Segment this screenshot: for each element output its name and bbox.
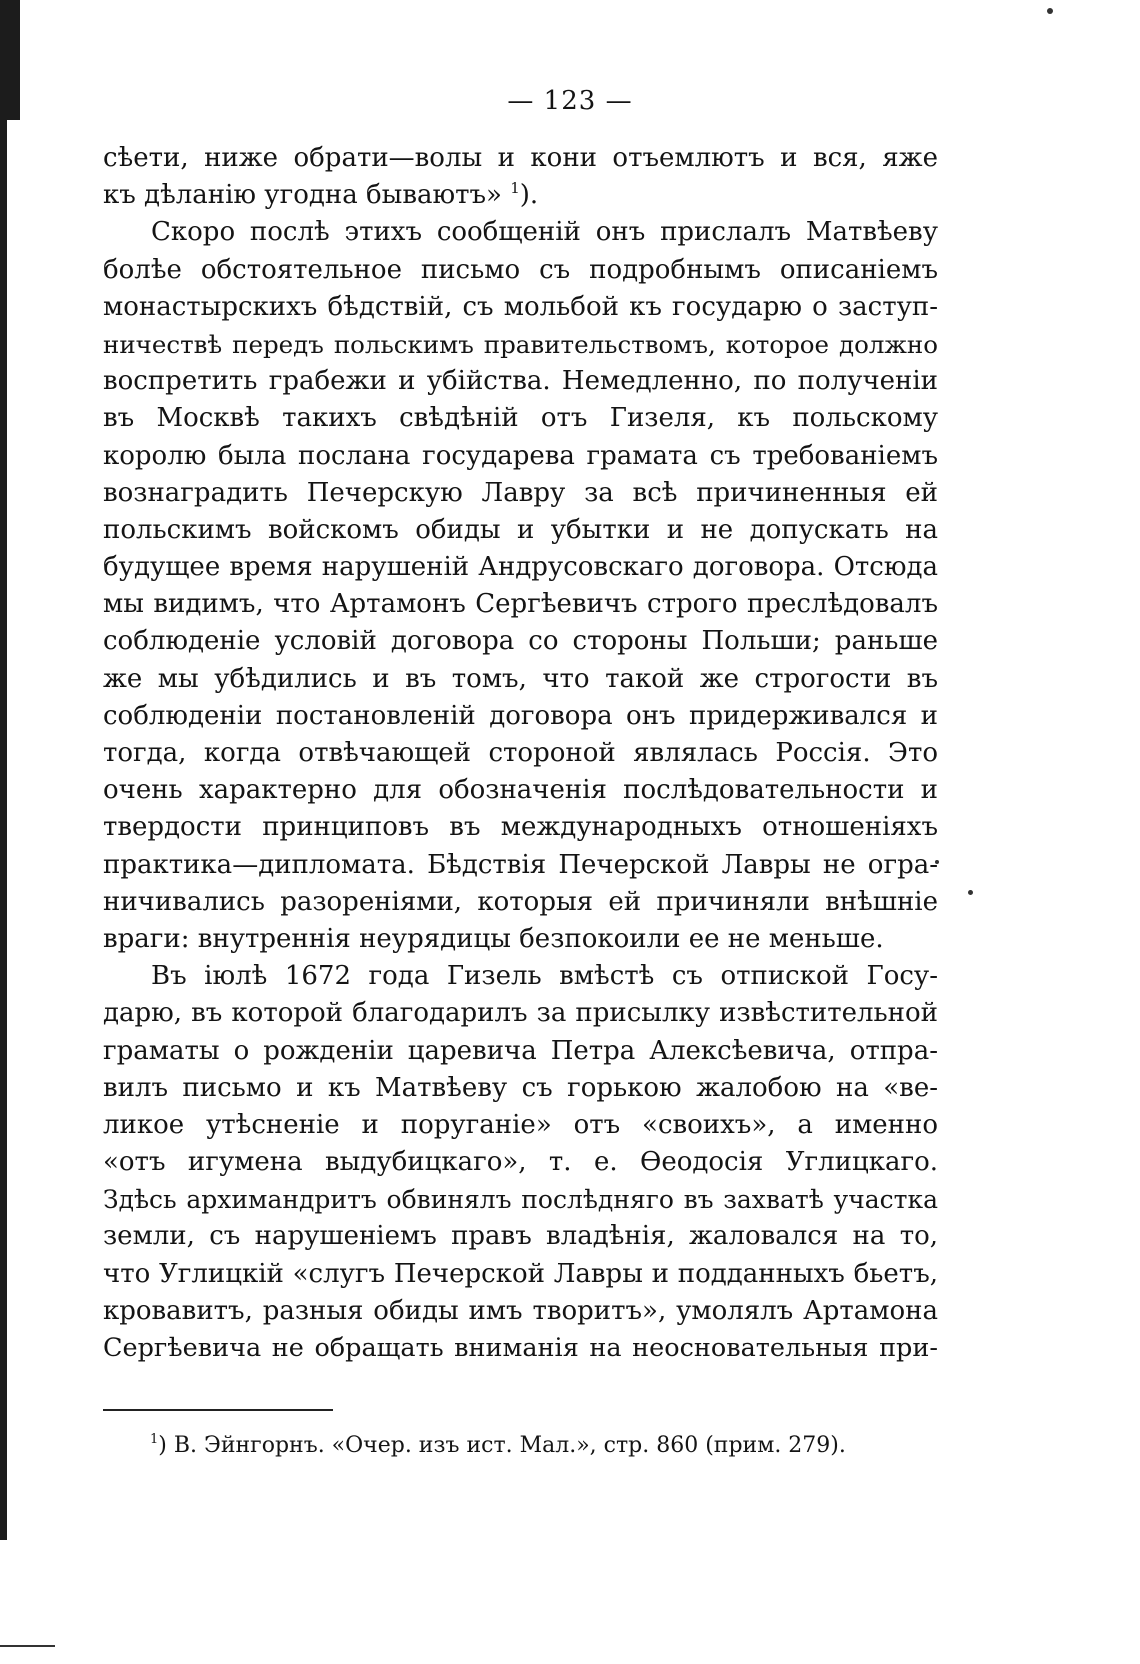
footnote-divider — [103, 1409, 333, 1411]
text-line: будущее время нарушеній Андрусовскаго договора. Отсюда — [103, 552, 938, 583]
footnote-marker-close: ) — [158, 1433, 167, 1458]
text-line: кровавитъ, разныя обиды имъ творитъ», умолялъ Артамона — [103, 1295, 938, 1326]
text-line: твердости принциповъ въ международныхъ отношеніяхъ — [103, 812, 938, 843]
page-number: — 123 — — [507, 86, 633, 116]
scan-speck — [1047, 8, 1053, 14]
footnote-marker: 1 — [150, 1432, 159, 1447]
text-line: земли, съ нарушеніемъ правъ владѣнія, жаловался на то, — [103, 1221, 938, 1252]
text-line: практика—дипломата. Бѣдствія Печерской Лавры не огра- — [103, 849, 938, 880]
text-line: монастырскихъ бѣдствій, съ мольбой къ государю о заступ- — [103, 291, 938, 322]
text-line: воспретить грабежи и убійства. Немедленно, по полученіи — [103, 366, 938, 397]
text-line: что Углицкій «слугъ Печерской Лавры и подданныхъ бьетъ, — [103, 1258, 938, 1289]
text-line: враги: внутреннія неурядицы безпокоили ее не меньше. — [103, 923, 884, 954]
text-line: соблюденіи постановленій договора онъ придерживался и — [103, 700, 938, 731]
text-line: королю была послана государева грамата съ требованіемъ — [103, 440, 938, 471]
text-fragment: къ дѣланію угодна бываютъ» — [103, 180, 511, 211]
scan-edge-mark — [0, 1645, 55, 1647]
text-line: сѣети, ниже обрати—волы и кони отъемлютъ и вся, яже — [103, 143, 938, 173]
body-text — [103, 140, 938, 1367]
text-line: же мы убѣдились и въ томъ, что такой же строгости въ — [103, 663, 938, 694]
text-line: «отъ игумена выдубицкаго», т. е. Ѳеодосія Углицкаго. — [103, 1147, 938, 1178]
text-line: Скоро послѣ этихъ сообщеній онъ прислалъ Матвѣеву — [151, 217, 938, 248]
text-line: болѣе обстоятельное письмо съ подробнымъ описаніемъ — [103, 254, 938, 285]
text-line: Въ іюлѣ 1672 года Гизель вмѣстѣ съ отпиской Госу- — [151, 961, 938, 992]
text-line: въ Москвѣ такихъ свѣдѣній отъ Гизеля, къ польскому — [103, 403, 938, 434]
text-line: вознаградить Печерскую Лавру за всѣ причиненныя ей — [103, 477, 938, 508]
text-line: граматы о рожденіи царевича Петра Алексѣевича, отпра- — [103, 1035, 938, 1066]
text-line: Сергѣевича не обращать вниманія на неосновательныя при- — [103, 1333, 938, 1363]
text-line: тогда, когда отвѣчающей стороной являлась Россія. Это — [103, 738, 938, 768]
footnote-ref[interactable]: 1 — [510, 179, 520, 198]
text-line — [103, 177, 938, 214]
footnote — [150, 1433, 846, 1458]
text-line: соблюденіе условій договора со стороны Польши; раньше — [103, 626, 938, 657]
text-fragment: ). — [519, 180, 539, 211]
text-line: польскимъ войскомъ обиды и убытки и не допускать на — [103, 514, 938, 545]
text-line: ничествѣ передъ польскимъ правительствомъ, которое должно — [103, 329, 938, 359]
text-line: ликое утѣсненіе и поруганіе» отъ «своихъ», а именно — [103, 1109, 938, 1140]
text-line: ничивались разореніями, которыя ей причиняли внѣшніе — [103, 886, 938, 917]
footnote-text: В. Эйнгорнъ. «Очер. изъ ист. Мал.», стр. 860 (прим. 279). — [166, 1433, 846, 1458]
text-line: очень характерно для обозначенія послѣдовательности и — [103, 775, 938, 806]
text-line: Здѣсь архимандритъ обвинялъ послѣдняго въ захватѣ участка — [103, 1185, 938, 1215]
scan-page-edge — [0, 0, 7, 1540]
text-line: вилъ письмо и къ Матвѣеву съ горькою жалобою на «ве- — [103, 1072, 938, 1103]
scan-speck — [968, 890, 973, 895]
text-line: дарю, въ которой благодарилъ за присылку извѣстительной — [103, 998, 938, 1029]
text-line: мы видимъ, что Артамонъ Сергѣевичъ строго преслѣдовалъ — [103, 589, 938, 620]
